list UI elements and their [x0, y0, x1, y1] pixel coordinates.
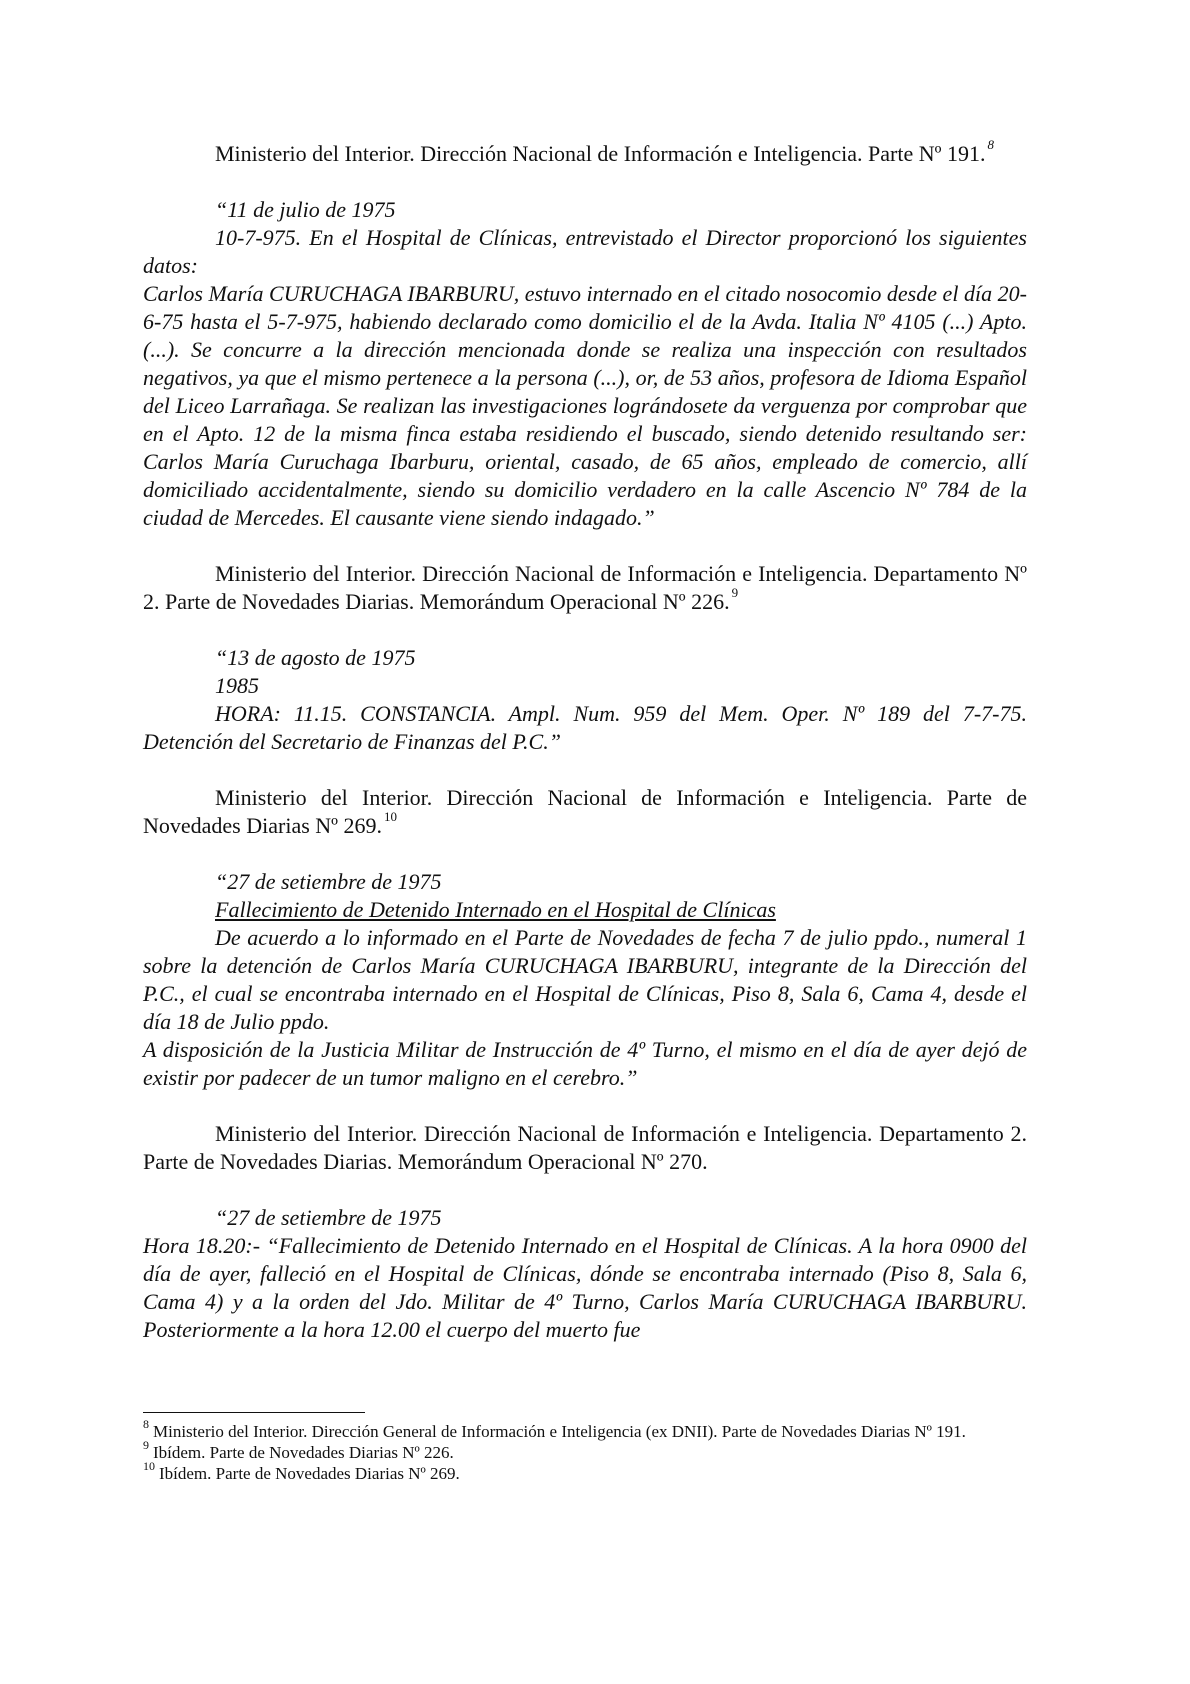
- quote-block-4: [143, 1204, 1027, 1344]
- spacer: [143, 1176, 1027, 1204]
- spacer: [143, 756, 1027, 784]
- quote-line: 10-7-975. En el Hospital de Clínicas, entrevistado el Director proporcionó los siguientes datos:: [143, 225, 1027, 278]
- quote-body: A disposición de la Justicia Militar de Instrucción de 4º Turno, el mismo en el día de ayer dejó de existir por padecer de un tumor maligno en el cerebro.”: [143, 1037, 1027, 1090]
- footnote-9: [143, 1438, 1027, 1463]
- footnote-text: Ibídem. Parte de Novedades Diarias Nº 226.: [153, 1443, 454, 1462]
- source-text: Ministerio del Interior. Dirección Nacional de Información e Inteligencia. Parte Nº 191.: [215, 141, 986, 166]
- source-paragraph-4: Ministerio del Interior. Dirección Nacional de Información e Inteligencia. Departamento 2. Parte de Novedades Diarias. Memorándum Operacional Nº 270.: [143, 1121, 1027, 1174]
- footnote-8: [143, 1417, 1027, 1442]
- quote-line: De acuerdo a lo informado en el Parte de Novedades de fecha 7 de julio ppdo., numeral 1 sobre la detención de Carlos María CURUCHAGA IBARBURU, integrante de la Dirección del P.C., el cual se encontraba internado en el Hospital de Clínicas, Piso 8, Sala 6, Cama 4, desde el día 18 de Julio ppdo.: [143, 925, 1027, 1034]
- source-paragraph-2: [143, 560, 1027, 616]
- quote-date: “27 de setiembre de 1975: [215, 1205, 442, 1230]
- quote-date: “27 de setiembre de 1975: [215, 869, 442, 894]
- footnote-ref-10[interactable]: 10: [383, 809, 397, 824]
- quote-heading-text: Fallecimiento de Detenido Internado en el Hospital de Clínicas: [215, 897, 776, 922]
- spacer: [143, 1092, 1027, 1120]
- quote-block-1: [143, 196, 1027, 532]
- quote-block-2: [143, 644, 1027, 756]
- quote-heading: [143, 896, 1027, 924]
- footnote-text: Ministerio del Interior. Dirección General de Información e Inteligencia (ex DNII). Parte de Novedades Diarias Nº 191.: [153, 1422, 966, 1441]
- source-paragraph-3: [143, 784, 1027, 840]
- quote-body: Hora 18.20:- “Fallecimiento de Detenido Internado en el Hospital de Clínicas. A la hora 0900 del día de ayer, falleció en el Hospital de Clínicas, dónde se encontraba internado (Piso 8, Sala 6, Cama 4) y a la orden del Jdo. Militar de 4º Turno, Carlos María CURUCHAGA IBARBURU. Posteriormente a la hora 12.00 el cuerpo del muerto fue: [143, 1233, 1027, 1342]
- spacer: [143, 168, 1027, 196]
- footnote-number: 9: [143, 1438, 149, 1452]
- spacer: [143, 616, 1027, 644]
- spacer: [143, 840, 1027, 868]
- footnote-10: [143, 1459, 1027, 1484]
- quote-line: HORA: 11.15. CONSTANCIA. Ampl. Num. 959 del Mem. Oper. Nº 189 del 7-7-75. Detención del Secretario de Finanzas del P.C.”: [143, 701, 1027, 754]
- footnotes-section: [143, 1412, 1027, 1484]
- footnote-divider: [143, 1412, 365, 1413]
- footnote-ref-9[interactable]: 9: [731, 585, 739, 600]
- source-text: Ministerio del Interior. Dirección Nacional de Información e Inteligencia. Departamento Nº 2. Parte de Novedades Diarias. Memorándum Operacional Nº 226.: [143, 561, 1027, 614]
- document-body: [143, 137, 1027, 1344]
- footnote-text: Ibídem. Parte de Novedades Diarias Nº 269.: [159, 1464, 460, 1483]
- quote-date: “11 de julio de 1975: [215, 197, 396, 222]
- footnote-ref-8[interactable]: 8: [987, 137, 994, 152]
- quote-line: 1985: [215, 673, 259, 698]
- quote-body: Carlos María CURUCHAGA IBARBURU, estuvo internado en el citado nosocomio desde el día 20-6-75 hasta el 5-7-975, habiendo declarado como domicilio el de la Avda. Italia Nº 4105 (...) Apto. (...). Se concurre a la dirección mencionada donde se realiza una inspección con resultados negativos, ya que el mismo pertenece a la persona (...), or, de 53 años, profesora de Idioma Español del Liceo Larrañaga. Se realizan las investigaciones lográndosete da verguenza por comprobar que en el Apto. 12 de la misma finca estaba residiendo el buscado, siendo detenido resultando ser: Carlos María Curuchaga Ibarburu, oriental, casado, de 65 años, empleado de comercio, allí domiciliado accidentalmente, siendo su domicilio verdadero en la calle Ascencio Nº 784 de la ciudad de Mercedes. El causante viene siendo indagado.”: [143, 281, 1027, 530]
- footnote-number: 8: [143, 1417, 149, 1431]
- spacer: [143, 532, 1027, 560]
- source-paragraph-1: [143, 137, 1027, 168]
- footnote-number: 10: [143, 1459, 155, 1473]
- quote-date: “13 de agosto de 1975: [215, 645, 416, 670]
- quote-block-3: [143, 868, 1027, 1092]
- source-text: Ministerio del Interior. Dirección Nacional de Información e Inteligencia. Parte de Novedades Diarias Nº 269.: [143, 785, 1027, 838]
